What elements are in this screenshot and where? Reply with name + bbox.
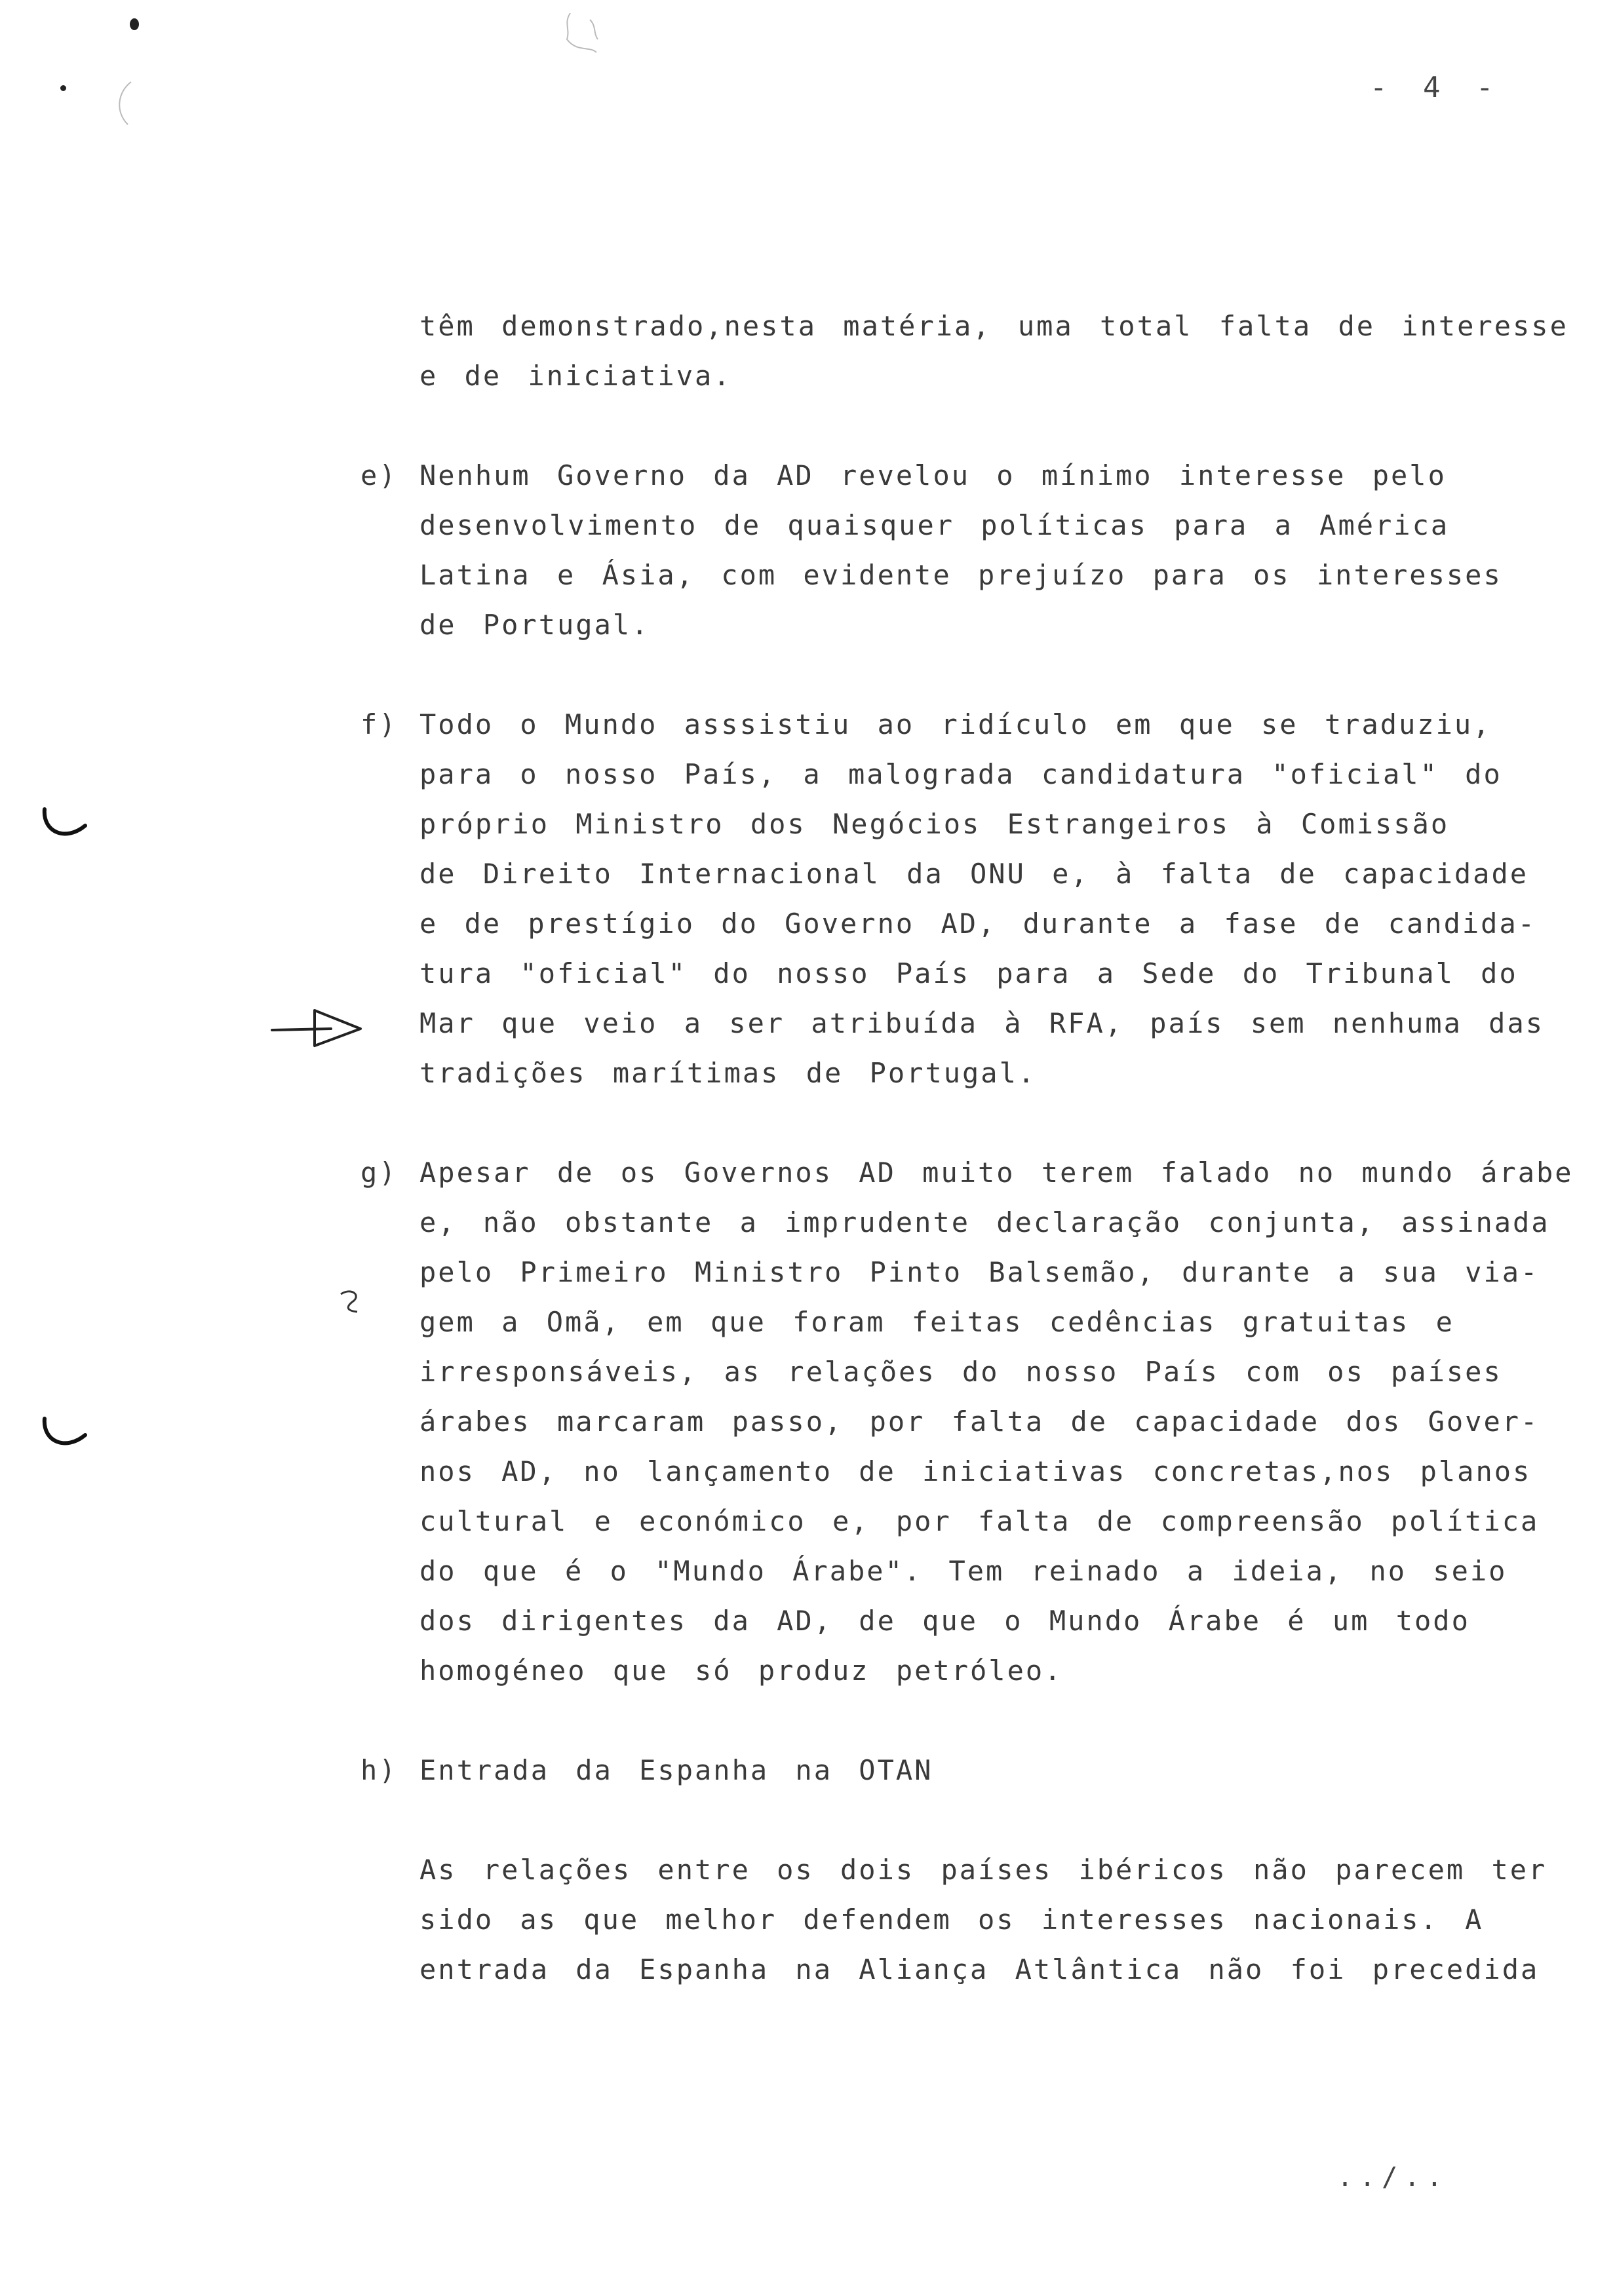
text-line: Latina e Ásia, com evidente prejuízo para os interesses bbox=[419, 559, 1502, 591]
text-line: irresponsáveis, as relações do nosso País com os países bbox=[419, 1356, 1502, 1388]
text-line: nos AD, no lançamento de iniciativas concretas,nos planos bbox=[419, 1455, 1532, 1487]
text-line: árabes marcaram passo, por falta de capacidade dos Gover- bbox=[419, 1406, 1540, 1438]
text-line: sido as que melhor defendem os interesses nacionais. A bbox=[419, 1904, 1484, 1936]
item-marker: f) bbox=[360, 708, 398, 740]
item-marker: g) bbox=[360, 1157, 398, 1189]
text-line: próprio Ministro dos Negócios Estrangeiros à Comissão bbox=[419, 808, 1450, 840]
text-line: pelo Primeiro Ministro Pinto Balsemão, durante a sua via- bbox=[419, 1256, 1540, 1288]
text-line: homogéneo que só produz petróleo. bbox=[419, 1655, 1063, 1687]
paragraph-g bbox=[360, 1148, 1606, 1696]
text-line: As relações entre os dois países ibéricos não parecem ter bbox=[419, 1854, 1547, 1886]
text-line: e, não obstante a imprudente declaração conjunta, assinada bbox=[419, 1206, 1550, 1238]
paragraph-e bbox=[360, 451, 1606, 650]
paragraph-h-heading bbox=[360, 1746, 1606, 1795]
smudge-mark bbox=[105, 79, 144, 131]
margin-squiggle-mark bbox=[334, 1284, 367, 1317]
margin-curve-mark bbox=[39, 806, 92, 845]
paragraph-continuation bbox=[360, 301, 1606, 401]
margin-curve-mark bbox=[39, 1415, 92, 1455]
body-text bbox=[360, 301, 1606, 2044]
page-number: - 4 - bbox=[1370, 71, 1503, 104]
text-line: de Direito Internacional da ONU e, à falta de capacidade bbox=[419, 858, 1529, 890]
text-line: e de prestígio do Governo AD, durante a fase de candida- bbox=[419, 908, 1537, 940]
text-line: do que é o "Mundo Árabe". Tem reinado a ideia, no seio bbox=[419, 1555, 1508, 1587]
text-line: cultural e económico e, por falta de compreensão política bbox=[419, 1505, 1540, 1537]
faint-glyph bbox=[551, 7, 610, 66]
paragraph-h-body bbox=[360, 1845, 1606, 1995]
text-line: Todo o Mundo asssistiu ao ridículo em que se traduziu, bbox=[419, 708, 1492, 740]
ink-dot bbox=[130, 18, 139, 30]
continuation-mark: ../.. bbox=[1337, 2162, 1449, 2192]
ink-dot bbox=[60, 85, 66, 91]
text-line: Apesar de os Governos AD muito terem falado no mundo árabe bbox=[419, 1157, 1574, 1189]
text-line: gem a Omã, em que foram feitas cedências gratuitas e bbox=[419, 1306, 1454, 1338]
text-line: e de iniciativa. bbox=[419, 360, 732, 392]
text-line: Mar que veio a ser atribuída à RFA, país sem nenhuma das bbox=[419, 1007, 1545, 1039]
arrow-annotation-icon bbox=[269, 1003, 367, 1055]
text-line: tradições marítimas de Portugal. bbox=[419, 1057, 1037, 1089]
section-heading: Entrada da Espanha na OTAN bbox=[419, 1754, 933, 1786]
text-line: tura "oficial" do nosso País para a Sede do Tribunal do bbox=[419, 957, 1518, 989]
paragraph-f bbox=[360, 700, 1606, 1098]
text-line: entrada da Espanha na Aliança Atlântica não foi precedida bbox=[419, 1953, 1540, 1985]
text-line: de Portugal. bbox=[419, 609, 650, 641]
text-line: têm demonstrado,nesta matéria, uma total falta de interesse bbox=[419, 310, 1568, 342]
text-line: para o nosso País, a malograda candidatura "oficial" do bbox=[419, 758, 1502, 790]
text-line: Nenhum Governo da AD revelou o mínimo interesse pelo bbox=[419, 459, 1447, 491]
text-line: dos dirigentes da AD, de que o Mundo Árabe é um todo bbox=[419, 1605, 1470, 1637]
text-line: desenvolvimento de quaisquer políticas para a América bbox=[419, 509, 1450, 541]
item-marker: e) bbox=[360, 459, 398, 491]
item-marker: h) bbox=[360, 1754, 398, 1786]
